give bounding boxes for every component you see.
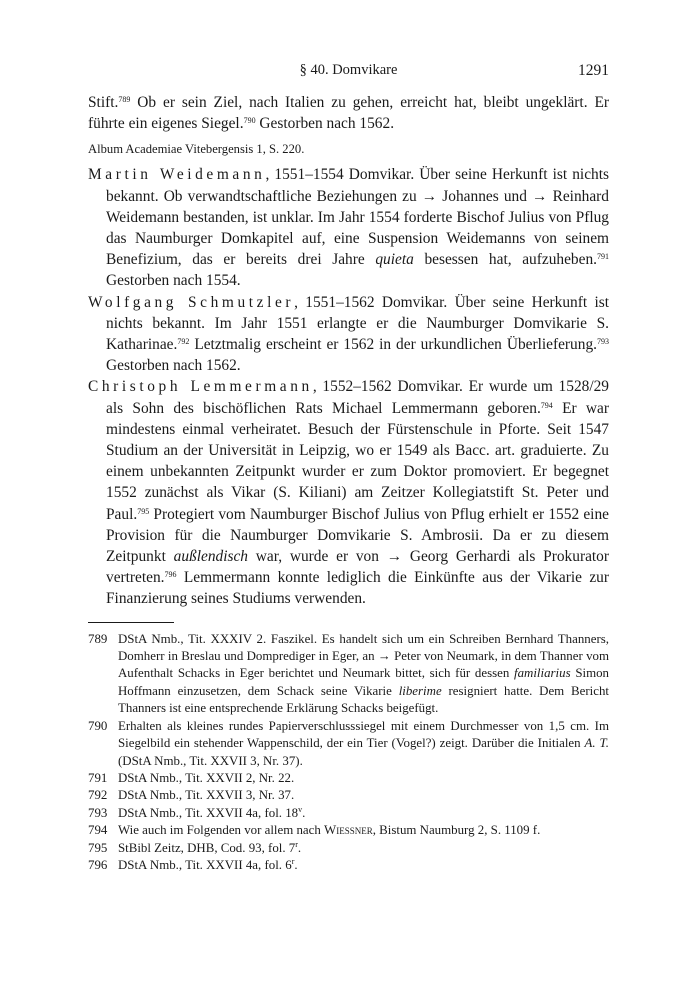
text-run: , Bistum Naumburg 2, S. 1109 f. — [372, 823, 541, 838]
italic-term: quieta — [375, 251, 414, 269]
entry-name: Christoph Lemmermann — [88, 378, 313, 396]
text-run: DStA Nmb., Tit. XXVII 4a, fol. 6 — [118, 857, 292, 872]
footnote-text — [118, 805, 609, 822]
footnote-text: DStA Nmb., Tit. XXVII 2, Nr. 22. — [118, 770, 295, 785]
text-run: war, wurde er von → Georg Gerhardi als Prokurator vertreten. — [106, 548, 609, 587]
text-run: Stift. — [88, 94, 119, 111]
page-number: 1291 — [578, 62, 609, 79]
text-run: , 1551–1554 Domvikar. Über seine Herkunft ist nichts bekannt. Ob verwandtschaftliche Beziehungen zu → Johannes und → Reinhard Weidemann bestanden, ist unklar. Im Jahr 1554 forderte Bischof Julius von Pflug das Naumburger Domkapitel auf, eine Suspension Weidemanns von seinem Benefizium, das er bereits drei Jahre — [106, 166, 609, 269]
footnote — [88, 787, 609, 804]
footnote-text — [118, 718, 609, 770]
footnote-ref[interactable]: 790 — [243, 116, 256, 126]
text-run: . — [297, 840, 302, 855]
page-header — [88, 62, 609, 82]
italic-term: außlendisch — [173, 548, 249, 566]
text-run: DStA Nmb., Tit. XXXIV 2. Faszikel. Es handelt sich um ein Schreiben Bernhard Thanners, Domherr in Breslau und Domprediger in Eger, an → Peter von Neumark, in dem Thanner vom Aufenthalt Schacks in Eger berichtet und Neumark bittet, sich für dessen — [118, 631, 609, 681]
footnote-number: 795 — [88, 840, 108, 855]
folio-side: r — [291, 856, 295, 866]
footnote-ref[interactable]: 789 — [118, 95, 131, 104]
footnote-ref[interactable]: 796 — [164, 570, 177, 580]
footnote — [88, 770, 609, 787]
text-run: DStA Nmb., Tit. XXVII 4a, fol. 18 — [118, 805, 299, 820]
text-run: Lemmermann konnte lediglich die Einkünfte aus der Vikarie zur Finanzierung seines Studiums verwenden. — [106, 569, 609, 608]
footnote — [88, 822, 609, 839]
entry-lemmermann — [88, 376, 609, 609]
footnote-divider — [88, 622, 174, 623]
footnote-ref[interactable]: 792 — [177, 337, 190, 347]
italic-term: A. T. — [584, 736, 609, 751]
footnote — [88, 718, 609, 770]
text-run: . — [294, 857, 298, 872]
text-run: Ob er sein Ziel, nach Italien zu gehen, erreicht hat, bleibt ungeklärt. Er führte ein eigenes Siegel. — [88, 94, 609, 133]
text-run: besessen hat, aufzuheben. — [413, 251, 597, 269]
text-run: Gestorben nach 1554. — [106, 272, 241, 290]
footnote — [88, 805, 609, 822]
main-text — [88, 92, 609, 874]
continuation-paragraph — [88, 92, 609, 134]
footnotes — [88, 631, 609, 875]
italic-term: familiarius — [514, 666, 571, 681]
footnote-ref[interactable]: 795 — [137, 506, 150, 516]
text-run: (DStA Nmb., Tit. XXVII 3, Nr. 37). — [118, 753, 303, 768]
text-run: Erhalten als kleines rundes Papierverschlusssiegel mit einem Durchmesser von 1,5 cm. Im Siegelbild ein stehender Wappenschild, der ein Tier (Vogel?) zeigt. Darüber die Initialen — [118, 718, 609, 751]
footnote-number: 789 — [88, 631, 108, 646]
footnote — [88, 631, 609, 718]
footnote-number: 793 — [88, 805, 108, 820]
footnote-number: 790 — [88, 718, 108, 733]
text-run: Er war mindestens einmal verheiratet. Besuch der Fürstenschule in Pforte. Seit 1547 Studium an der Universität in Leipzig, wo er 1549 als Bacc. art. graduierte. Zu einem unbekannten Zeitpunkt wurder er zum Doktor promoviert. Er begegnet 1552 zunächst als Vikar (S. Kiliani) am Zeitzer Kollegiatstift St. Peter und Paul. — [106, 399, 609, 523]
text-run: , 1551–1562 Domvikar. Über seine Herkunft ist nichts bekannt. Im Jahr 1551 erlangte er die Naumburger Domvikarie S. Katharinae. — [106, 293, 609, 354]
text-run: Letztmalig erscheint er 1562 in der urkundlichen Überlieferung. — [189, 336, 597, 354]
text-run: Protegiert vom Naumburger Bischof Julius von Pflug erhielt er 1552 eine Provision für die Naumburger Domvikarie S. Ambrosii. Da er zu diesem Zeitpunkt — [106, 505, 609, 566]
folio-side: v — [298, 804, 303, 814]
footnote-number: 792 — [88, 788, 108, 803]
entry-name: Wolfgang Schmutzler — [88, 293, 295, 311]
entry-schmutzler — [88, 292, 609, 377]
text-run: . — [302, 805, 306, 820]
footnote-text — [118, 631, 609, 718]
footnote-text — [118, 840, 609, 857]
footnote-ref[interactable]: 793 — [597, 337, 609, 347]
footnote-ref[interactable]: 794 — [540, 400, 553, 410]
footnote — [88, 857, 609, 874]
entry-weidemann — [88, 164, 609, 291]
running-head: § 40. Domvikare — [299, 62, 398, 78]
footnote — [88, 840, 609, 857]
italic-term: liberime — [398, 683, 442, 698]
text-run: resigniert hatte. Dem Bericht Thanners ist eine entsprechende Erklärung Schacks beigefügt. — [118, 683, 609, 716]
author-name: Wiessner — [324, 823, 373, 838]
folio-side: r — [295, 839, 298, 849]
footnote-text — [118, 857, 609, 874]
text-run: Simon Hoffmann einzusetzen, dem Schack seine Vikarie — [118, 666, 610, 698]
footnote-number: 796 — [88, 857, 108, 872]
text-run: Gestorben nach 1562. — [255, 115, 395, 133]
footnote-number: 791 — [88, 770, 108, 785]
footnote-text — [118, 822, 609, 839]
text-run: Wie auch im Folgenden vor allem nach — [118, 823, 325, 838]
text-run: , 1552–1562 Domvikar. Er wurde um 1528/29 als Sohn des bischöflichen Rats Michael Lemmermann geboren. — [106, 378, 609, 417]
entry-name: Martin Weidemann — [88, 166, 266, 184]
footnote-number: 794 — [88, 823, 108, 838]
source-citation: Album Academiae Vitebergensis 1, S. 220. — [88, 142, 305, 157]
text-run: StBibl Zeitz, DHB, Cod. 93, fol. 7 — [118, 840, 296, 855]
text-run: Gestorben nach 1562. — [106, 357, 241, 375]
footnote-text: DStA Nmb., Tit. XXVII 3, Nr. 37. — [118, 788, 295, 803]
footnote-ref[interactable]: 791 — [596, 252, 609, 262]
